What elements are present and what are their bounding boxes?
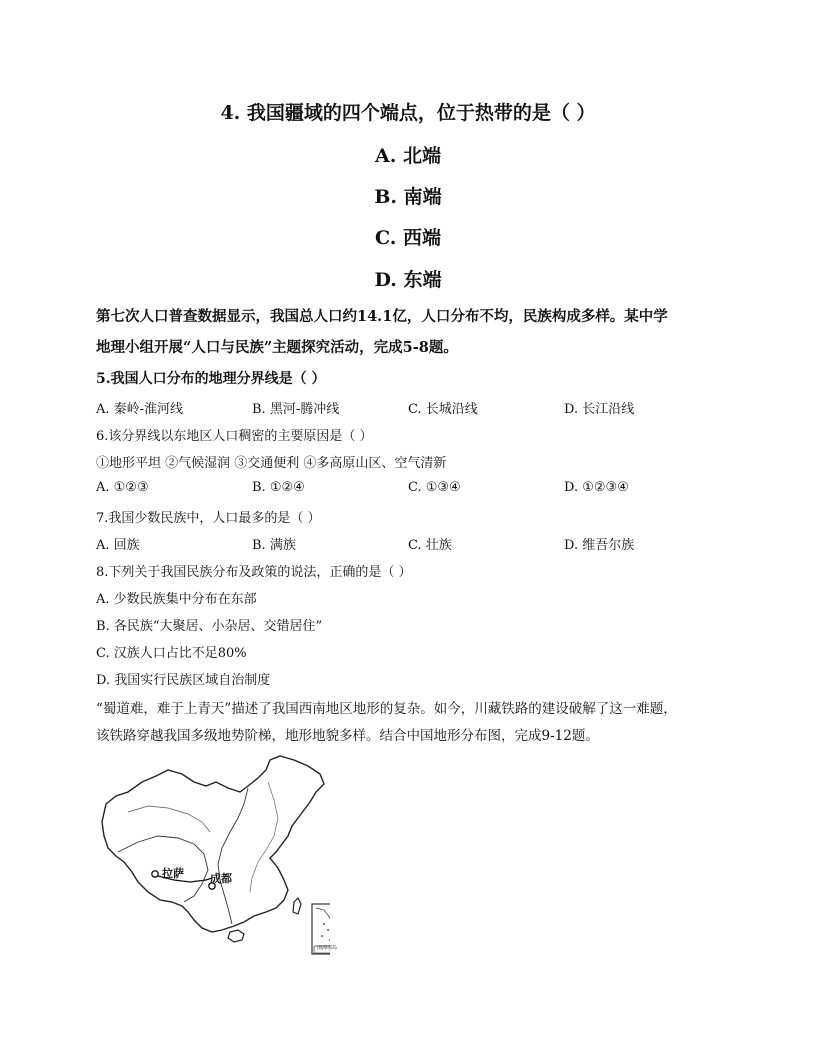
q6-option-b: B. ①②④	[252, 480, 305, 495]
chengdu-label: 成都	[210, 872, 232, 885]
hainan-island	[228, 930, 244, 942]
q4-option-c: C. 西端	[374, 227, 442, 249]
taiwan-island	[293, 898, 301, 914]
q5-options-row	[96, 398, 736, 418]
q8-option-a: A. 少数民族集中分布在东部	[96, 592, 257, 607]
question-8-stem: 8.下列关于我国民族分布及政策的说法，正确的是（ ）	[96, 565, 412, 580]
q7-option-c: C. 壮族	[408, 538, 452, 553]
q7-option-a: A. 回族	[96, 538, 140, 553]
q7-option-b: B. 满族	[252, 538, 296, 553]
q4-option-d: D. 东端	[374, 269, 442, 291]
q7-option-d: D. 维吾尔族	[564, 538, 635, 553]
passage-line-2: 该铁路穿越我国多级地势阶梯，地形地貌多样。结合中国地形分布图，完成9-12题。	[96, 728, 599, 744]
q4-option-a: A. 北端	[375, 145, 441, 167]
q6-option-a: A. ①②③	[96, 480, 149, 495]
second-step-boundary	[218, 788, 248, 924]
inner-relief-line	[128, 806, 210, 832]
passage-line-1: “蜀道难，难于上青天”描述了我国西南地区地形的复杂。如今，川藏铁路的建设破解了这一难题，	[96, 701, 677, 717]
china-border	[102, 756, 324, 932]
question-7-stem: 7.我国少数民族中，人口最多的是（ ）	[96, 511, 321, 526]
q6-option-d: D. ①②③④	[564, 480, 629, 495]
q8-option-b: B. 各民族“大聚居、小杂居、交错居住”	[96, 619, 323, 634]
lhasa-marker	[152, 871, 158, 877]
question-5-stem: 5.我国人口分布的地理分界线是（ ）	[96, 371, 326, 387]
intro-line-1: 第七次人口普查数据显示，我国总人口约14.1亿，人口分布不均，民族构成多样。某中学	[96, 308, 668, 325]
lhasa-label: 拉萨	[162, 867, 184, 880]
q6-options-row	[96, 480, 736, 500]
east-relief-line	[250, 782, 278, 892]
q8-option-d: D. 我国实行民族区域自治制度	[96, 673, 271, 688]
q5-option-c: C. 长城沿线	[408, 402, 478, 417]
china-outline-svg	[98, 752, 330, 958]
q8-option-c: C. 汉族人口占比不足80%	[96, 646, 247, 661]
q4-option-b: B. 南端	[374, 186, 442, 208]
q6-conditions: ①地形平坦 ②气候湿润 ③交通便利 ④多高原山区、空气清新	[96, 456, 447, 471]
intro-line-2: 地理小组开展“人口与民族”主题探究活动，完成5-8题。	[96, 339, 458, 356]
q5-option-b: B. 黑河-腾冲线	[252, 402, 340, 417]
q5-option-a: A. 秦岭-淮河线	[96, 402, 184, 417]
question-4-stem: 4. 我国疆域的四个端点，位于热带的是（ ）	[220, 102, 596, 124]
q6-option-c: C. ①③④	[408, 480, 461, 495]
q7-options-row	[96, 534, 736, 554]
question-6-stem: 6.该分界线以东地区人口稠密的主要原因是（ ）	[96, 429, 373, 444]
inset-label: 南海诸岛	[316, 945, 337, 951]
china-terrain-map	[98, 752, 337, 958]
q5-option-d: D. 长江沿线	[564, 402, 635, 417]
